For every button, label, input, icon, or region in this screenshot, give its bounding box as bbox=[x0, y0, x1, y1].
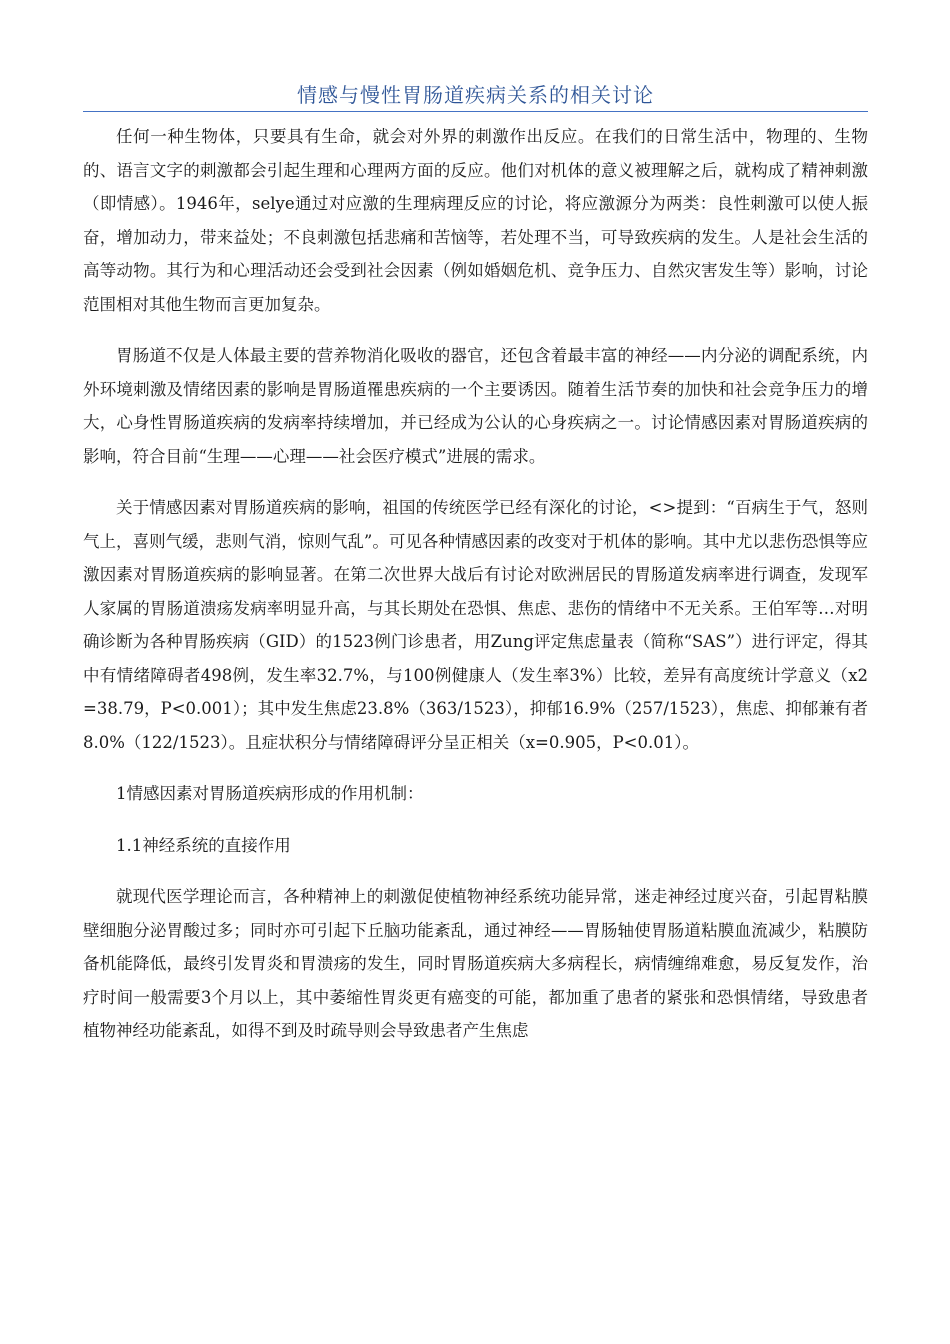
title-underline bbox=[83, 111, 868, 112]
paragraph-nervous-system: 就现代医学理论而言，各种精神上的刺激促使植物神经系统功能异常，迷走神经过度兴奋，引起胃粘膜壁细胞分泌胃酸过多；同时亦可引起下丘脑功能紊乱，通过神经——胃肠轴使胃肠道粘膜血流减少，粘膜防备机能降低，最终引发胃炎和胃溃疡的发生，同时胃肠道疾病大多病程长，病情缠绵难愈，易反复发作，治疗时间一般需要3个月以上，其中萎缩性胃炎更有癌变的可能，都加重了患者的紧张和恐惧情绪，导致患者植物神经功能紊乱，如得不到及时疏导则会导致患者产生焦虑 bbox=[83, 887, 868, 1040]
paragraph-intro: 任何一种生物体，只要具有生命，就会对外界的刺激作出反应。在我们的日常生活中，物理的、生物的、语言文字的刺激都会引起生理和心理两方面的反应。他们对机体的意义被理解之后，就构成了精神刺激（即情感）。1946年，selye通过对应激的生理病理反应的讨论，将应激源分为两类：良性刺激可以使人振奋，增加动力，带来益处；不良刺激包括悲痛和苦恼等，若处理不当，可导致疾病的发生。人是社会生活的高等动物。其行为和心理活动还会受到社会因素（例如婚姻危机、竞争压力、自然灾害发生等）影响，讨论范围相对其他生物而言更加复杂。 bbox=[83, 127, 868, 314]
paragraph-gi-tract: 胃肠道不仅是人体最主要的营养物消化吸收的器官，还包含着最丰富的神经——内分泌的调配系统，内外环境刺激及情绪因素的影响是胃肠道罹患疾病的一个主要诱因。随着生活节奏的加快和社会竞争压力的增大，心身性胃肠道疾病的发病率持续增加，并已经成为公认的心身疾病之一。讨论情感因素对胃肠道疾病的影响，符合目前“生理——心理——社会医疗模式”进展的需求。 bbox=[83, 346, 868, 466]
document-page bbox=[83, 80, 868, 1066]
section-heading-1: 1情感因素对胃肠道疾病形成的作用机制： bbox=[116, 784, 424, 803]
document-title: 情感与慢性胃肠道疾病关系的相关讨论 bbox=[297, 83, 654, 107]
paragraph-tcm-research: 关于情感因素对胃肠道疾病的影响，祖国的传统医学已经有深化的讨论，<>提到：“百病生于气，怒则气上，喜则气缓，悲则气消，惊则气乱”。可见各种情感因素的改变对于机体的影响。其中尤以悲伤恐惧等应激因素对胃肠道疾病的影响显著。在第二次世界大战后有讨论对欧洲居民的胃肠道发病率进行调查，发现军人家属的胃肠道溃疡发病率明显升高，与其长期处在恐惧、焦虑、悲伤的情绪中不无关系。王伯军等…对明确诊断为各种胃肠疾病（GID）的1523例门诊患者，用Zung评定焦虑量表（简称“SAS”）进行评定，得其中有情绪障碍者498例，发生率32.7%，与100例健康人（发生率3%）比较，差异有高度统计学意义（x2=38.79，P<0.001）；其中发生焦虑23.8%（363/1523），抑郁16.9%（257/1523），焦虑、抑郁兼有者8.0%（122/1523）。且症状积分与情绪障碍评分呈正相关（x=0.905，P<0.01）。 bbox=[83, 498, 868, 752]
section-heading-1-1: 1.1神经系统的直接作用 bbox=[116, 835, 291, 855]
